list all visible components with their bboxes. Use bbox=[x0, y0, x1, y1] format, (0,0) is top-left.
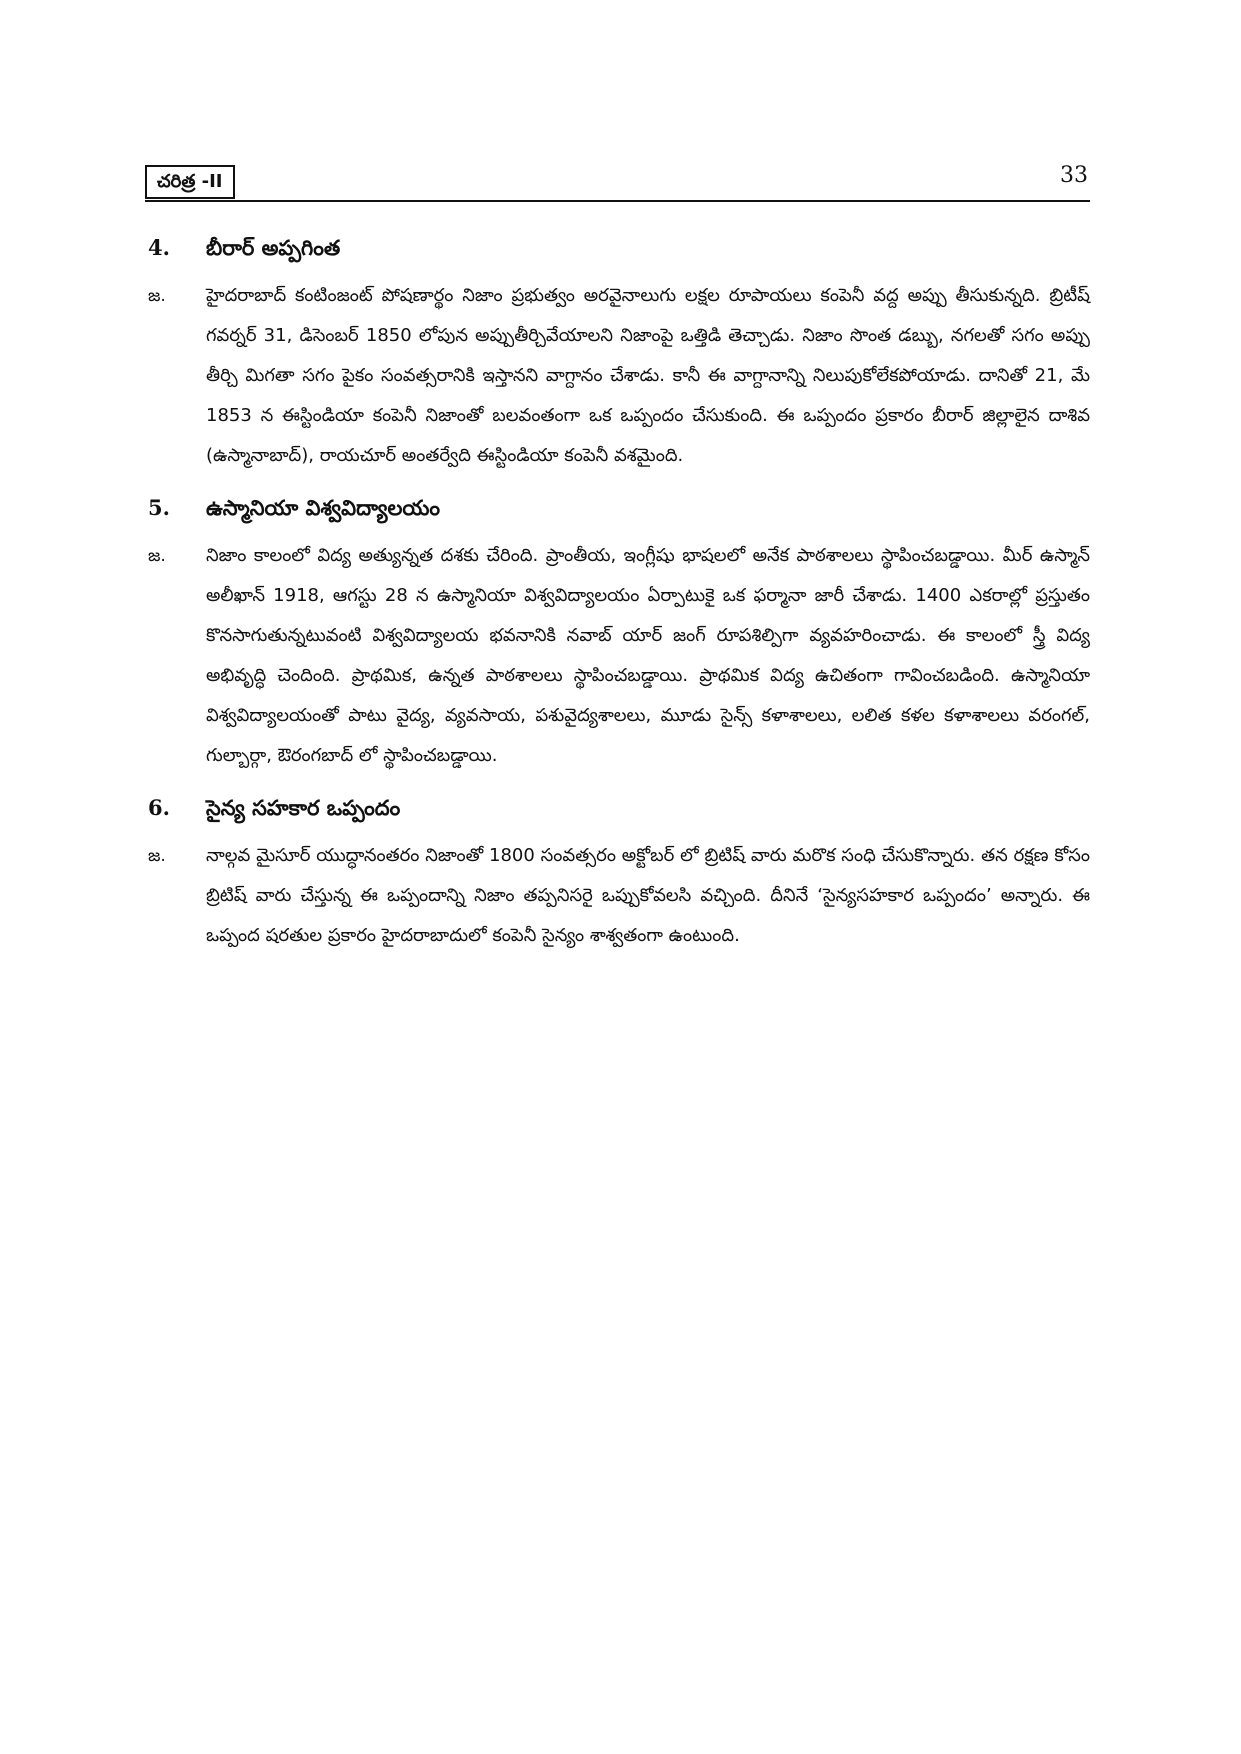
answer-label: జ. bbox=[148, 286, 166, 306]
header-divider bbox=[145, 200, 1090, 202]
section bbox=[148, 226, 1090, 476]
answer-label: జ. bbox=[148, 546, 166, 566]
section-heading bbox=[148, 786, 1090, 830]
section-title: సైన్య సహకార ఒప్పందం bbox=[206, 796, 401, 820]
section-heading bbox=[148, 226, 1090, 270]
section-title: ఉస్మానియా విశ్వవిద్యాలయం bbox=[206, 496, 441, 520]
book-label: చరిత్ర -II bbox=[145, 165, 235, 199]
answer-label: జ. bbox=[148, 846, 166, 866]
answer-text: హైదరాబాద్ కంటింజంట్ పోషణార్థం నిజాం ప్రభుత్వం అరవైనాలుగు లక్షల రూపాయలు కంపెనీ వద్ద అప్పు తీసుకున్నది. బ్రిటీష్ గవర్నర్ 31, డిసెంబర్ 1850 లోపున అప్పుతీర్చివేయాలని నిజాంపై ఒత్తిడి తెచ్చాడు. నిజాం సొంత డబ్బు, నగలతో సగం అప్పు తీర్చి మిగతా సగం పైకం సంవత్సరానికి ఇస్తానని వాగ్దానం చేశాడు. కానీ ఈ వాగ్దానాన్ని నిలుపుకోలేకపోయాడు. దానితో 21, మే 1853 న ఈస్టిండియా కంపెనీ నిజాంతో బలవంతంగా ఒక ఒప్పందం చేసుకుంది. ఈ ఒప్పందం ప్రకారం బీరార్ జిల్లాలైన దాశివ (ఉస్మానాబాద్), రాయచూర్ అంతర్వేది ఈస్టిండియా కంపెనీ వశమైంది. bbox=[206, 285, 1090, 466]
answer-block bbox=[148, 276, 1090, 476]
answer-block bbox=[148, 836, 1090, 956]
section-number: 6. bbox=[148, 795, 170, 820]
section bbox=[148, 486, 1090, 776]
section bbox=[148, 786, 1090, 956]
answer-text: నాల్గవ మైసూర్ యుద్ధానంతరం నిజాంతో 1800 సంవత్సరం అక్టోబర్ లో బ్రిటిష్ వారు మరొక సంధి చేసుకొన్నారు. తన రక్షణ కోసం బ్రిటిష్ వారు చేస్తున్న ఈ ఒప్పందాన్ని నిజాం తప్పనిసరై ఒప్పుకోవలసి వచ్చింది. దీనినే ‘సైన్యసహకార ఒప్పందం’ అన్నారు. ఈ ఒప్పంద షరతుల ప్రకారం హైదరాబాదులో కంపెనీ సైన్యం శాశ్వతంగా ఉంటుంది. bbox=[206, 845, 1090, 946]
section-number: 5. bbox=[148, 495, 170, 520]
section-title: బీరార్ అప్పగింత bbox=[206, 236, 341, 260]
section-number: 4. bbox=[148, 235, 170, 260]
answer-text: నిజాం కాలంలో విద్య అత్యున్నత దశకు చేరింది. ప్రాంతీయ, ఇంగ్లీషు భాషలలో అనేక పాఠశాలలు స్థాపించబడ్డాయి. మీర్ ఉస్మాన్ అలీఖాన్ 1918, ఆగస్టు 28 న ఉస్మానియా విశ్వవిద్యాలయం ఏర్పాటుకై ఒక ఫర్మానా జారీ చేశాడు. 1400 ఎకరాల్లో ప్రస్తుతం కొనసాగుతున్నటువంటి విశ్వవిద్యాలయ భవనానికి నవాబ్ యార్ జంగ్ రూపశిల్పిగా వ్యవహరించాడు. ఈ కాలంలో స్త్రీ విద్య అభివృద్ధి చెందింది. ప్రాథమిక, ఉన్నత పాఠశాలలు స్థాపించబడ్డాయి. ప్రాథమిక విద్య ఉచితంగా గావించబడింది. ఉస్మానియా విశ్వవిద్యాలయంతో పాటు వైద్య, వ్యవసాయ, పశువైద్యశాలలు, మూడు సైన్స్ కళాశాలలు, లలిత కళల కళాశాలలు వరంగల్, గుల్బార్గా, ఔరంగబాద్ లో స్థాపించబడ్డాయి. bbox=[206, 545, 1090, 766]
section-heading bbox=[148, 486, 1090, 530]
answer-block bbox=[148, 536, 1090, 776]
page-header bbox=[145, 163, 1090, 203]
page-content bbox=[148, 226, 1090, 964]
page-number: 33 bbox=[1060, 163, 1088, 188]
